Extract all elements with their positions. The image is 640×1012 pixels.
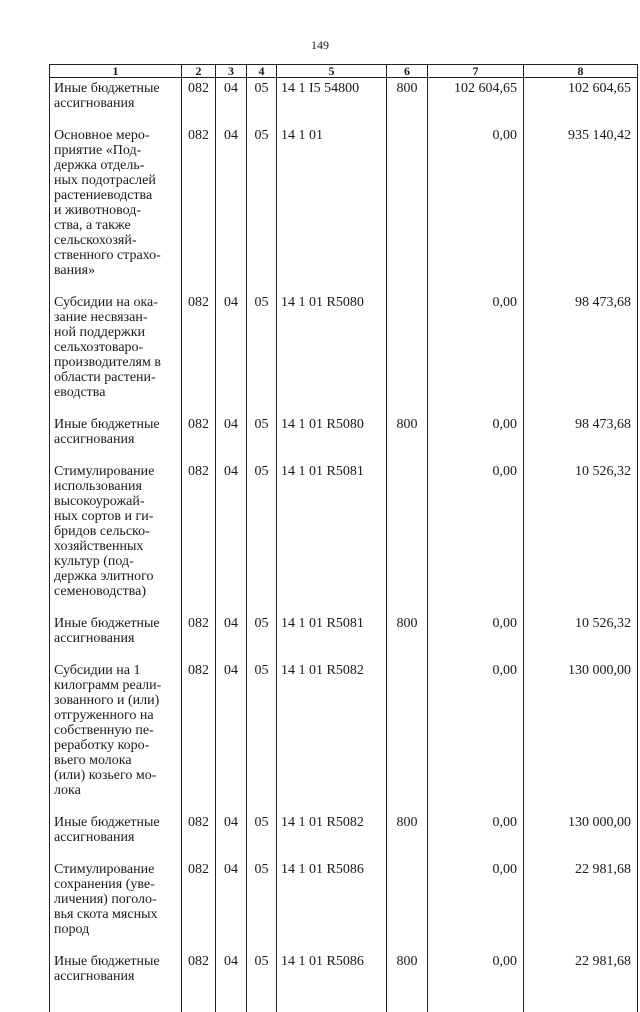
row-name-line: еводства xyxy=(54,385,174,400)
subsection-cell: 04 xyxy=(216,812,247,859)
row-name-line: культур (под- xyxy=(54,554,174,569)
target-article-cell: 14 1 01 R5086 xyxy=(277,951,387,1012)
subsection-cell: 04 xyxy=(216,292,247,414)
section-code-cell: 082 xyxy=(182,78,216,126)
section-code-cell: 082 xyxy=(182,660,216,812)
row-name-line: области растени- xyxy=(54,370,174,385)
row-name-line: собственную пе- xyxy=(54,723,174,738)
amount-col8-cell: 22 981,68 xyxy=(524,951,638,1012)
section-code-cell: 082 xyxy=(182,951,216,1012)
budget-table xyxy=(49,64,638,1012)
row-name-line: хозяйственных xyxy=(54,539,174,554)
column-header: 8 xyxy=(524,65,638,78)
section-code-cell: 082 xyxy=(182,812,216,859)
row-name-line: производителям в xyxy=(54,355,174,370)
row-name-line: (или) козьего мо- xyxy=(54,768,174,783)
row-name-line: личения) поголо- xyxy=(54,892,174,907)
row-name-line: ных подотраслей xyxy=(54,173,174,188)
row-name-line: сельскохозяй- xyxy=(54,233,174,248)
subsection-cell: 04 xyxy=(216,613,247,660)
subsection-cell: 04 xyxy=(216,951,247,1012)
expense-type-cell: 800 xyxy=(387,414,428,461)
row-name-line: отгруженного на xyxy=(54,708,174,723)
subsection-cell: 04 xyxy=(216,859,247,951)
row-name-line: килограмм реали- xyxy=(54,678,174,693)
row-name-cell xyxy=(50,951,182,1012)
amount-col7-cell: 0,00 xyxy=(428,951,524,1012)
row-name-line: лока xyxy=(54,783,174,798)
subsection-2-cell: 05 xyxy=(247,78,277,126)
expense-type-cell xyxy=(387,461,428,613)
row-name-line: сохранения (уве- xyxy=(54,877,174,892)
expense-type-cell: 800 xyxy=(387,78,428,126)
subsection-cell: 04 xyxy=(216,78,247,126)
subsection-cell: 04 xyxy=(216,461,247,613)
target-article-cell: 14 1 01 R5086 xyxy=(277,859,387,951)
row-name-cell xyxy=(50,859,182,951)
table-row xyxy=(50,859,638,951)
target-article-cell: 14 1 I5 54800 xyxy=(277,78,387,126)
section-code-cell: 082 xyxy=(182,125,216,292)
amount-col8-cell: 130 000,00 xyxy=(524,812,638,859)
row-name-line: ассигнования xyxy=(54,969,174,984)
amount-col7-cell: 0,00 xyxy=(428,414,524,461)
amount-col8-cell: 98 473,68 xyxy=(524,292,638,414)
budget-table-wrapper xyxy=(49,64,637,1012)
target-article-cell: 14 1 01 xyxy=(277,125,387,292)
amount-col7-cell: 0,00 xyxy=(428,660,524,812)
column-header: 4 xyxy=(247,65,277,78)
row-name-line: ной поддержки xyxy=(54,325,174,340)
row-name-line: Стимулирование xyxy=(54,862,174,877)
subsection-2-cell: 05 xyxy=(247,613,277,660)
row-name-line: Стимулирование xyxy=(54,464,174,479)
target-article-cell: 14 1 01 R5080 xyxy=(277,414,387,461)
table-body xyxy=(50,78,638,1012)
amount-col7-cell: 0,00 xyxy=(428,859,524,951)
row-name-line: Иные бюджетные xyxy=(54,81,174,96)
expense-type-cell xyxy=(387,292,428,414)
amount-col8-cell: 935 140,42 xyxy=(524,125,638,292)
subsection-2-cell: 05 xyxy=(247,414,277,461)
row-name-line: держка элитного xyxy=(54,569,174,584)
subsection-2-cell: 05 xyxy=(247,951,277,1012)
amount-col7-cell: 102 604,65 xyxy=(428,78,524,126)
row-name-line: семеноводства) xyxy=(54,584,174,599)
row-name-line: вания» xyxy=(54,263,174,278)
row-name-line: Иные бюджетные xyxy=(54,815,174,830)
target-article-cell: 14 1 01 R5082 xyxy=(277,660,387,812)
row-name-line: использования xyxy=(54,479,174,494)
column-header: 6 xyxy=(387,65,428,78)
row-name-line: Основное меро- xyxy=(54,128,174,143)
subsection-2-cell: 05 xyxy=(247,812,277,859)
amount-col8-cell: 10 526,32 xyxy=(524,613,638,660)
amount-col8-cell: 98 473,68 xyxy=(524,414,638,461)
table-row xyxy=(50,78,638,126)
subsection-cell: 04 xyxy=(216,125,247,292)
subsection-2-cell: 05 xyxy=(247,125,277,292)
row-name-line: пород xyxy=(54,922,174,937)
table-row xyxy=(50,812,638,859)
subsection-2-cell: 05 xyxy=(247,292,277,414)
target-article-cell: 14 1 01 R5081 xyxy=(277,461,387,613)
page-number: 149 xyxy=(0,38,640,53)
target-article-cell: 14 1 01 R5082 xyxy=(277,812,387,859)
row-name-line: Иные бюджетные xyxy=(54,616,174,631)
table-row xyxy=(50,613,638,660)
row-name-cell xyxy=(50,812,182,859)
row-name-line: зание несвязан- xyxy=(54,310,174,325)
column-header: 1 xyxy=(50,65,182,78)
row-name-cell xyxy=(50,414,182,461)
subsection-2-cell: 05 xyxy=(247,859,277,951)
column-header: 7 xyxy=(428,65,524,78)
amount-col7-cell: 0,00 xyxy=(428,461,524,613)
amount-col8-cell: 22 981,68 xyxy=(524,859,638,951)
amount-col8-cell: 10 526,32 xyxy=(524,461,638,613)
row-name-line: Субсидии на ока- xyxy=(54,295,174,310)
row-name-cell xyxy=(50,613,182,660)
row-name-line: ассигнования xyxy=(54,96,174,111)
expense-type-cell: 800 xyxy=(387,812,428,859)
expense-type-cell: 800 xyxy=(387,951,428,1012)
amount-col8-cell: 130 000,00 xyxy=(524,660,638,812)
amount-col7-cell: 0,00 xyxy=(428,292,524,414)
row-name-line: вьего молока xyxy=(54,753,174,768)
row-name-line: ственного страхо- xyxy=(54,248,174,263)
row-name-line: держка отдель- xyxy=(54,158,174,173)
column-header: 3 xyxy=(216,65,247,78)
row-name-line: Иные бюджетные xyxy=(54,417,174,432)
section-code-cell: 082 xyxy=(182,414,216,461)
expense-type-cell xyxy=(387,125,428,292)
subsection-2-cell: 05 xyxy=(247,660,277,812)
section-code-cell: 082 xyxy=(182,292,216,414)
table-row xyxy=(50,292,638,414)
target-article-cell: 14 1 01 R5080 xyxy=(277,292,387,414)
subsection-2-cell: 05 xyxy=(247,461,277,613)
row-name-line: ассигнования xyxy=(54,830,174,845)
row-name-cell xyxy=(50,78,182,126)
amount-col7-cell: 0,00 xyxy=(428,613,524,660)
amount-col7-cell: 0,00 xyxy=(428,812,524,859)
target-article-cell: 14 1 01 R5081 xyxy=(277,613,387,660)
row-name-line: растениеводства xyxy=(54,188,174,203)
subsection-cell: 04 xyxy=(216,660,247,812)
amount-col8-cell: 102 604,65 xyxy=(524,78,638,126)
expense-type-cell xyxy=(387,859,428,951)
row-name-line: ассигнования xyxy=(54,432,174,447)
table-row xyxy=(50,461,638,613)
table-row xyxy=(50,414,638,461)
table-row xyxy=(50,660,638,812)
row-name-cell xyxy=(50,660,182,812)
row-name-line: сельхозтоваро- xyxy=(54,340,174,355)
row-name-line: реработку коро- xyxy=(54,738,174,753)
section-code-cell: 082 xyxy=(182,859,216,951)
subsection-cell: 04 xyxy=(216,414,247,461)
row-name-cell xyxy=(50,125,182,292)
row-name-line: ства, а также xyxy=(54,218,174,233)
header-row xyxy=(50,65,638,78)
table-row xyxy=(50,951,638,1012)
row-name-line: зованного и (или) xyxy=(54,693,174,708)
amount-col7-cell: 0,00 xyxy=(428,125,524,292)
row-name-line: Субсидии на 1 xyxy=(54,663,174,678)
section-code-cell: 082 xyxy=(182,461,216,613)
column-header: 2 xyxy=(182,65,216,78)
row-name-line: бридов сельско- xyxy=(54,524,174,539)
row-name-line: Иные бюджетные xyxy=(54,954,174,969)
row-name-line: высокоурожай- xyxy=(54,494,174,509)
row-name-cell xyxy=(50,461,182,613)
section-code-cell: 082 xyxy=(182,613,216,660)
row-name-line: и животновод- xyxy=(54,203,174,218)
row-name-line: ных сортов и ги- xyxy=(54,509,174,524)
row-name-line: приятие «Под- xyxy=(54,143,174,158)
expense-type-cell: 800 xyxy=(387,613,428,660)
row-name-line: ассигнования xyxy=(54,631,174,646)
row-name-line: вья скота мясных xyxy=(54,907,174,922)
table-row xyxy=(50,125,638,292)
expense-type-cell xyxy=(387,660,428,812)
row-name-cell xyxy=(50,292,182,414)
column-header: 5 xyxy=(277,65,387,78)
